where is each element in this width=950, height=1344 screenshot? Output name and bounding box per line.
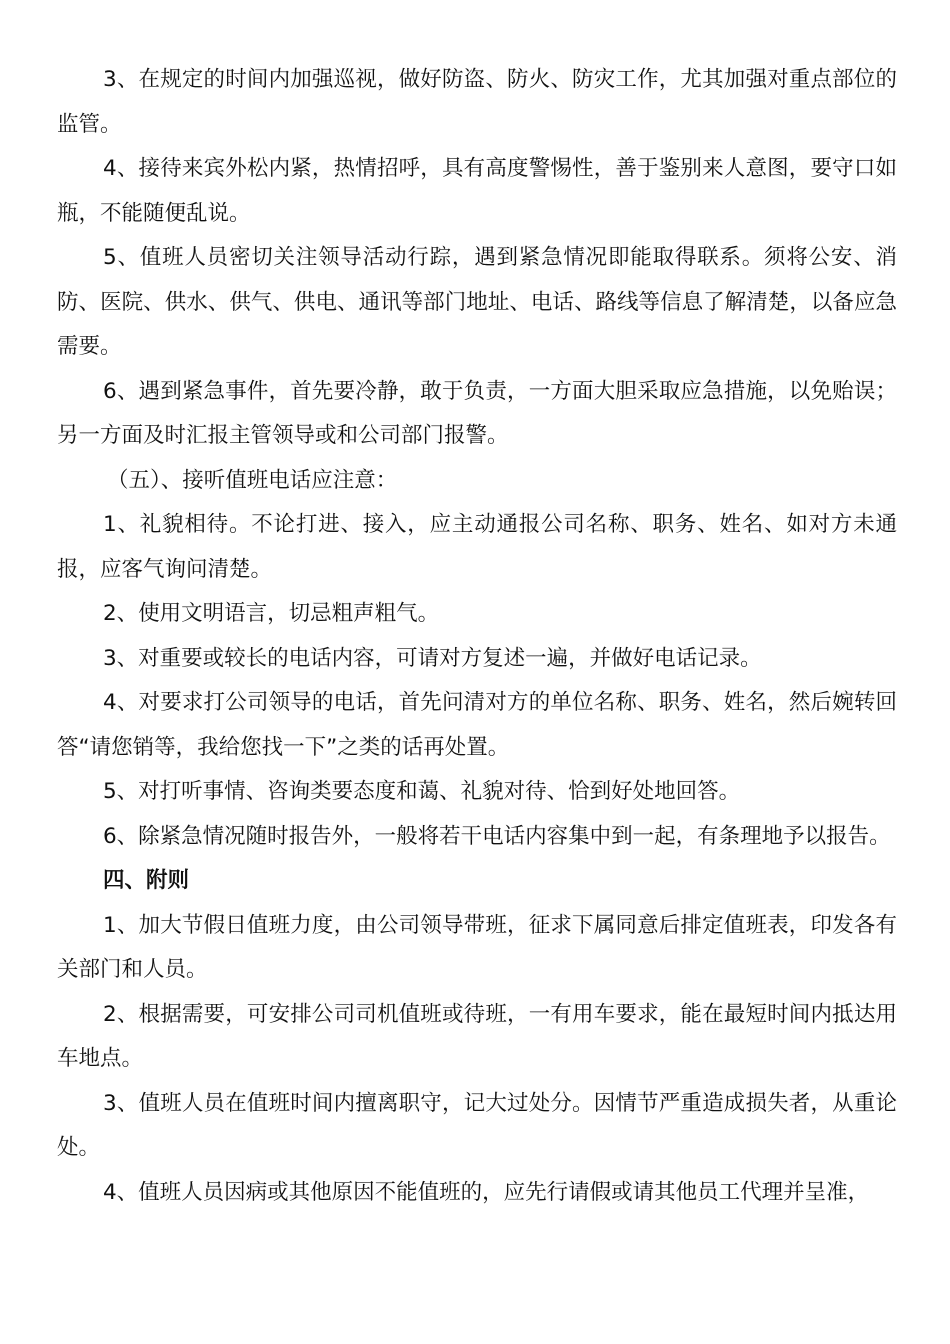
paragraph-phone-item-6: 6、除紧急情况随时报告外，一般将若干电话内容集中到一起，有条理地予以报告。 — [103, 823, 891, 849]
paragraph-appendix-item-3: 3、值班人员在值班时间内擅离职守，记大过处分。因情节严重造成损失者，从重论处。 — [57, 1090, 897, 1160]
paragraph-item-4-reception: 4、接待来宾外松内紧，热情招呼，具有高度警惕性，善于鉴别来人意图，要守口如瓶，不能随便乱说。 — [57, 156, 897, 226]
section-heading-appendix: 四、附则 — [103, 868, 190, 893]
paragraph-phone-item-5: 5、对打听事情、咨询类要态度和蔼、礼貌对待、恰到好处地回答。 — [103, 779, 741, 804]
paragraph-appendix-item-4: 4、值班人员因病或其他原因不能值班的，应先行请假或请其他员工代理并呈准， — [103, 1179, 870, 1205]
paragraph-item-6-emergency: 6、遇到紧急事件，首先要冷静，敢于负责，一方面大胆采取应急措施，以免贻误；另一方面及时汇报主管领导或和公司部门报警。 — [57, 378, 897, 448]
paragraph-phone-item-3: 3、对重要或较长的电话内容，可请对方复述一遍，并做好电话记录。 — [103, 645, 762, 671]
paragraph-phone-item-1: 1、礼貌相待。不论打进、接入，应主动通报公司名称、职务、姓名、如对方未通报，应客气询问清楚。 — [57, 512, 897, 582]
paragraph-appendix-item-1: 1、加大节假日值班力度，由公司领导带班，征求下属同意后排定值班表，印发各有关部门和人员。 — [57, 912, 897, 982]
section-heading-phone-duty: （五）、接听值班电话应注意： — [107, 467, 398, 493]
paragraph-phone-item-2: 2、使用文明语言，切忌粗声粗气。 — [103, 601, 440, 626]
paragraph-item-5-contacts: 5、值班人员密切关注领导活动行踪，遇到紧急情况即能取得联系。须将公安、消防、医院、供水、供气、供电、通讯等部门地址、电话、路线等信息了解清楚，以备应急需要。 — [57, 245, 897, 359]
paragraph-item-3-patrol: 3、在规定的时间内加强巡视，做好防盗、防火、防灾工作，尤其加强对重点部位的监管。 — [57, 67, 897, 137]
paragraph-appendix-item-2: 2、根据需要，可安排公司司机值班或待班，一有用车要求，能在最短时间内抵达用车地点。 — [57, 1001, 897, 1071]
document-page — [57, 58, 897, 1215]
paragraph-phone-item-4: 4、对要求打公司领导的电话，首先问清对方的单位名称、职务、姓名，然后婉转回答“请您销等，我给您找一下”之类的话再处置。 — [57, 690, 897, 760]
